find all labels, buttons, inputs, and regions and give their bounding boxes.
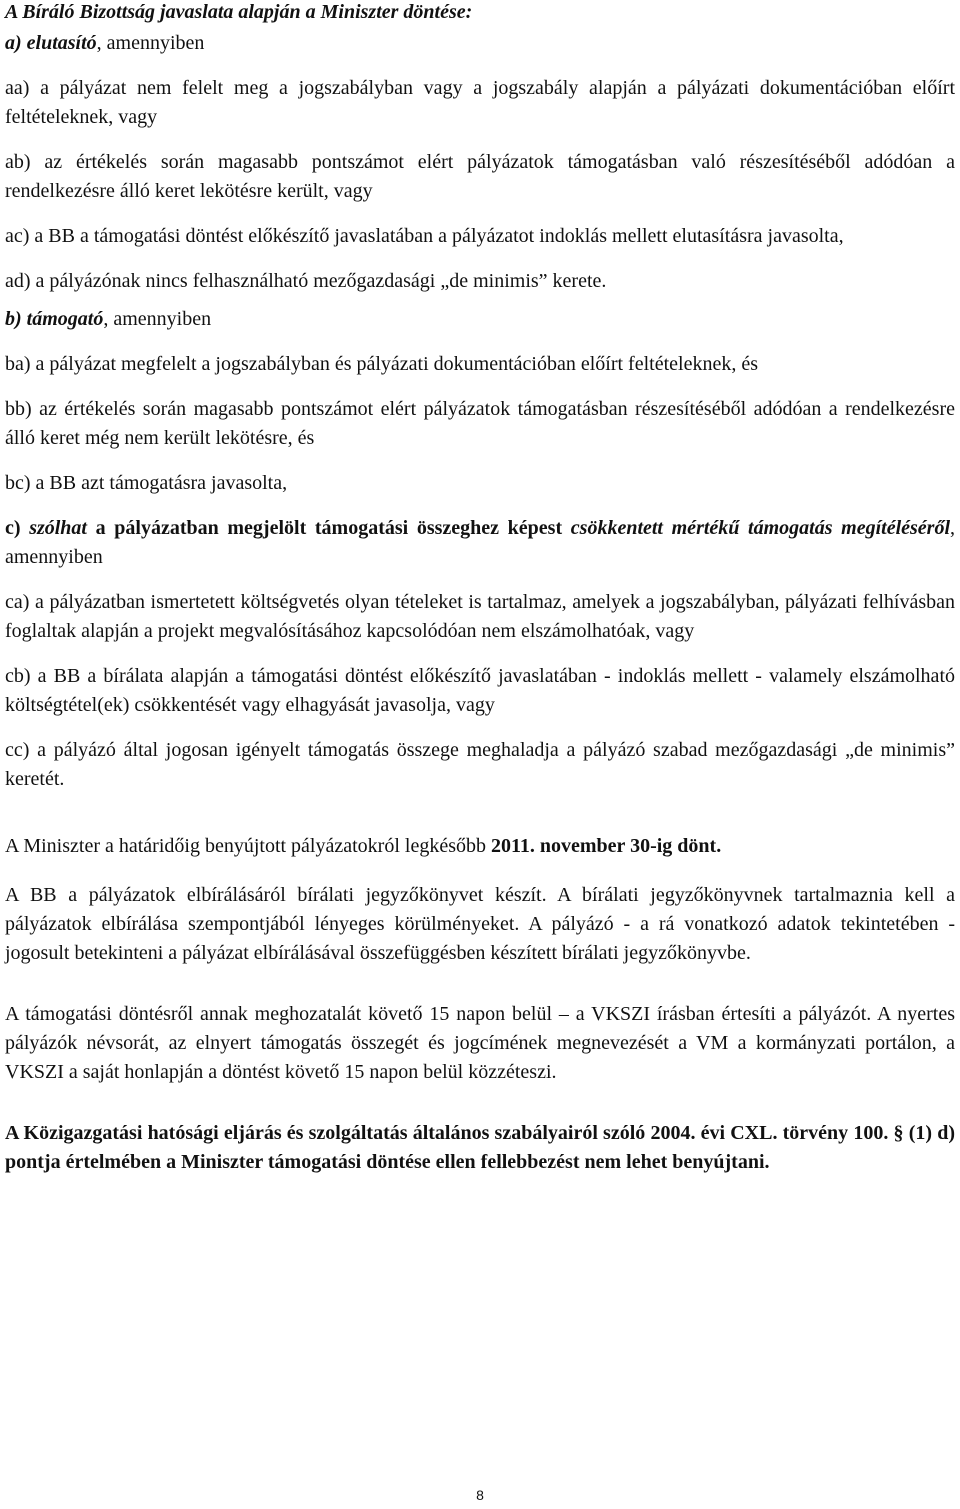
option-b-label: b) támogató — [5, 308, 104, 330]
option-b — [5, 305, 955, 334]
document-page — [5, 0, 955, 1177]
option-c — [5, 514, 955, 572]
option-a-rest: , amennyiben — [96, 32, 205, 54]
item-ad: ad) a pályázónak nincs felhasználható mezőgazdasági „de minimis” kerete. — [5, 270, 607, 292]
item-ba: ba) a pályázat megfelelt a jogszabályban és pályázati dokumentációban előírt feltételeknek, és — [5, 353, 758, 375]
deadline-text: A Miniszter a határidőig benyújtott pályázatokról legkésőbb — [5, 835, 491, 857]
item-ac: ac) a BB a támogatási döntést előkészítő javaslatában a pályázatot indoklás mellett elutasításra javasolta, — [5, 225, 844, 247]
section-heading: A Bíráló Bizottság javaslata alapján a Miniszter döntése: — [5, 1, 473, 23]
page-number: 8 — [476, 1487, 484, 1503]
item-bc: bc) a BB azt támogatásra javasolta, — [5, 472, 288, 494]
deadline-date: 2011. november 30-ig dönt. — [491, 835, 722, 857]
option-a-label: a) elutasító — [5, 32, 97, 54]
deadline-paragraph — [5, 832, 955, 861]
option-a — [5, 29, 955, 58]
item-cb: cb) a BB a bírálata alapján a támogatási döntést előkészítő javaslatában - indoklás mellett - valamely elszámolható költségtétel(ek) csökkentését vagy elhagyását javasolja, vagy — [5, 665, 955, 716]
option-c-part3: a pályázatban megjelölt támogatási összeghez képest — [87, 517, 571, 539]
item-aa: aa) a pályázat nem felelt meg a jogszabályban vagy a jogszabály alapján a pályázati dokumentációban előírt feltételeknek, vagy — [5, 77, 955, 128]
minutes-paragraph: A BB a pályázatok elbírálásáról bírálati jegyzőkönyvet készít. A bírálati jegyzőkönyvnek tartalmaznia kell a pályázatok elbírálása szempontjából lényeges körülményeket. A pályázó - a rá vonatkozó adatok tekintetében - jogosult betekinteni a pályázat elbírálásával összefüggésben készített bírálati jegyzőkönyvbe. — [5, 884, 955, 964]
option-b-rest: , amennyiben — [103, 308, 212, 330]
item-bb: bb) az értékelés során magasabb pontszámot elért pályázatok támogatásban részesítéséből adódóan a rendelkezésre álló keret még nem került lekötésre, és — [5, 398, 955, 449]
option-c-part1: c) — [5, 517, 30, 539]
option-c-part4: csökkentett mértékű támogatás megítéléséről — [570, 517, 950, 539]
option-c-part5: , amennyiben — [5, 517, 955, 568]
item-cc: cc) a pályázó által jogosan igényelt támogatás összege meghaladja a pályázó szabad mezőgazdasági „de minimis” keretét. — [5, 739, 955, 790]
item-ca: ca) a pályázatban ismertetett költségvetés olyan tételeket is tartalmaz, amelyek a jogszabályban, pályázati felhívásban foglaltak alapján a projekt megvalósításához kapcsolódóan nem elszámolhatóak, vagy — [5, 591, 955, 642]
option-c-part2: szólhat — [29, 517, 87, 539]
notification-paragraph: A támogatási döntésről annak meghozatalát követő 15 napon belül – a VKSZI írásban értesíti a pályázót. A nyertes pályázók névsorát, az elnyert támogatás összegét és jogcímének megnevezését a VM a kormányzati portálon, a VKSZI a saját honlapján a döntést követő 15 napon belül közzéteszi. — [5, 1003, 955, 1083]
appeal-paragraph: A Közigazgatási hatósági eljárás és szolgáltatás általános szabályairól szóló 2004. évi CXL. törvény 100. § (1) d) pontja értelmében a Miniszter támogatási döntése ellen fellebbezést nem lehet benyújtani. — [5, 1122, 955, 1173]
item-ab: ab) az értékelés során magasabb pontszámot elért pályázatok támogatásban való részesítéséből adódóan a rendelkezésre álló keret lekötésre került, vagy — [5, 151, 955, 202]
